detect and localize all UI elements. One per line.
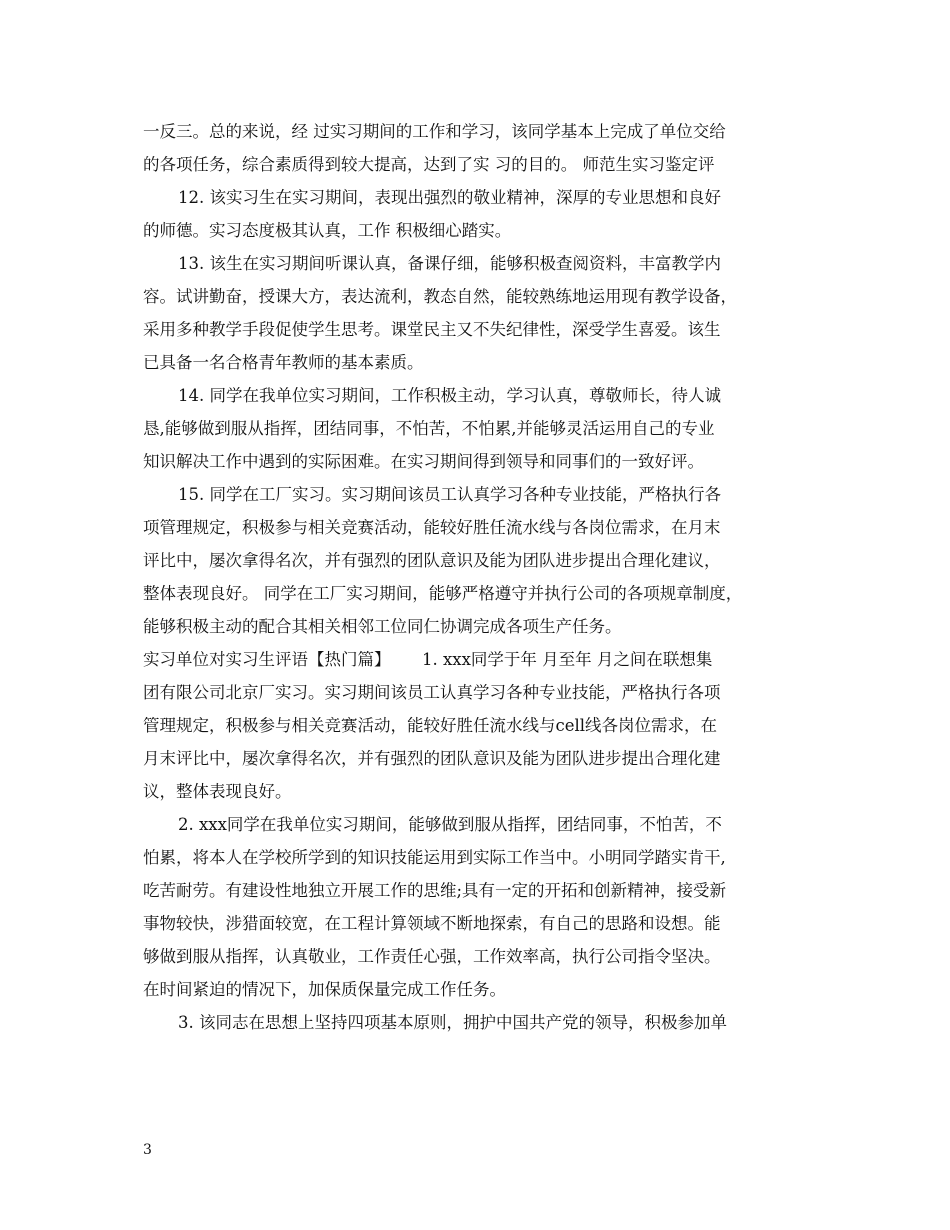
text-line: 团有限公司北京厂实习。实习期间该员工认真学习各种专业技能，严格执行各项 <box>143 683 721 702</box>
text-line: 的各项任务，综合素质得到较大提高，达到了实 习的目的。 师范生实习鉴定评 <box>143 155 715 174</box>
text-line: 事物较快，涉猎面较宽，在工程计算领域不断地探索，有自己的思路和设想。能 <box>143 914 721 933</box>
text-line: 能够积极主动的配合其相关相邻工位同仁协调完成各项生产任务。 <box>143 617 622 636</box>
text-line: 吃苦耐劳。有建设性地独立开展工作的思维;具有一定的开拓和创新精神，接受新 <box>143 881 727 900</box>
text-line: 已具备一名合格青年教师的基本素质。 <box>143 353 424 372</box>
text-line: 采用多种教学手段促使学生思考。课堂民主又不失纪律性，深受学生喜爱。该生 <box>143 320 721 339</box>
text-line: 一反三。总的来说，经 过实习期间的工作和学习，该同学基本上完成了单位交给 <box>143 122 726 141</box>
document-body <box>143 115 811 1039</box>
text-line: 实习单位对实习生评语【热门篇】 1. xxx同学于年 月至年 月之间在联想集 <box>143 650 713 669</box>
text-line: 12. 该实习生在实习期间，表现出强烈的敬业精神，深厚的专业思想和良好 <box>178 188 721 207</box>
text-line: 14. 同学在我单位实习期间，工作积极主动，学习认真，尊敬师长，待人诚 <box>178 386 721 405</box>
text-line: 整体表现良好。 同学在工厂实习期间，能够严格遵守并执行公司的各项规章制度， <box>143 584 743 603</box>
text-line: 怕累，将本人在学校所学到的知识技能运用到实际工作当中。小明同学踏实肯干, <box>143 848 726 867</box>
text-line: 月末评比中，屡次拿得名次，并有强烈的团队意识及能为团队进步提出合理化建 <box>143 749 721 768</box>
text-line: 评比中，屡次拿得名次，并有强烈的团队意识及能为团队进步提出合理化建议， <box>143 551 721 570</box>
text-line: 在时间紧迫的情况下，加保质保量完成工作任务。 <box>143 980 506 999</box>
text-line: 够做到服从指挥，认真敬业，工作责任心强，工作效率高，执行公司指令坚决。 <box>143 947 721 966</box>
text-line: 容。试讲勤奋，授课大方，表达流利，教态自然，能较熟练地运用现有教学设备， <box>143 287 737 306</box>
text-line: 3. 该同志在思想上坚持四项基本原则，拥护中国共产党的领导，积极参加单 <box>178 1013 727 1032</box>
text-line: 2. xxx同学在我单位实习期间，能够做到服从指挥，团结同事，不怕苦，不 <box>178 815 722 834</box>
text-line: 知识解决工作中遇到的实际困难。在实习期间得到领导和同事们的一致好评。 <box>143 452 704 471</box>
text-line: 恳,能够做到服从指挥，团结同事，不怕苦，不怕累,并能够灵活运用自己的专业 <box>143 419 715 438</box>
page-number: 3 <box>143 1142 152 1158</box>
text-line: 的师德。实习态度极其认真，工作 积极细心踏实。 <box>143 221 512 240</box>
text-line: 项管理规定，积极参与相关竞赛活动，能较好胜任流水线与各岗位需求，在月末 <box>143 518 721 537</box>
text-line: 议，整体表现良好。 <box>143 782 292 801</box>
text-line: 15. 同学在工厂实习。实习期间该员工认真学习各种专业技能，严格执行各 <box>178 485 721 504</box>
text-line: 管理规定，积极参与相关竞赛活动，能较好胜任流水线与cell线各岗位需求，在 <box>143 716 718 735</box>
text-line: 13. 该生在实习期间听课认真，备课仔细，能够积极查阅资料，丰富教学内 <box>178 254 721 273</box>
